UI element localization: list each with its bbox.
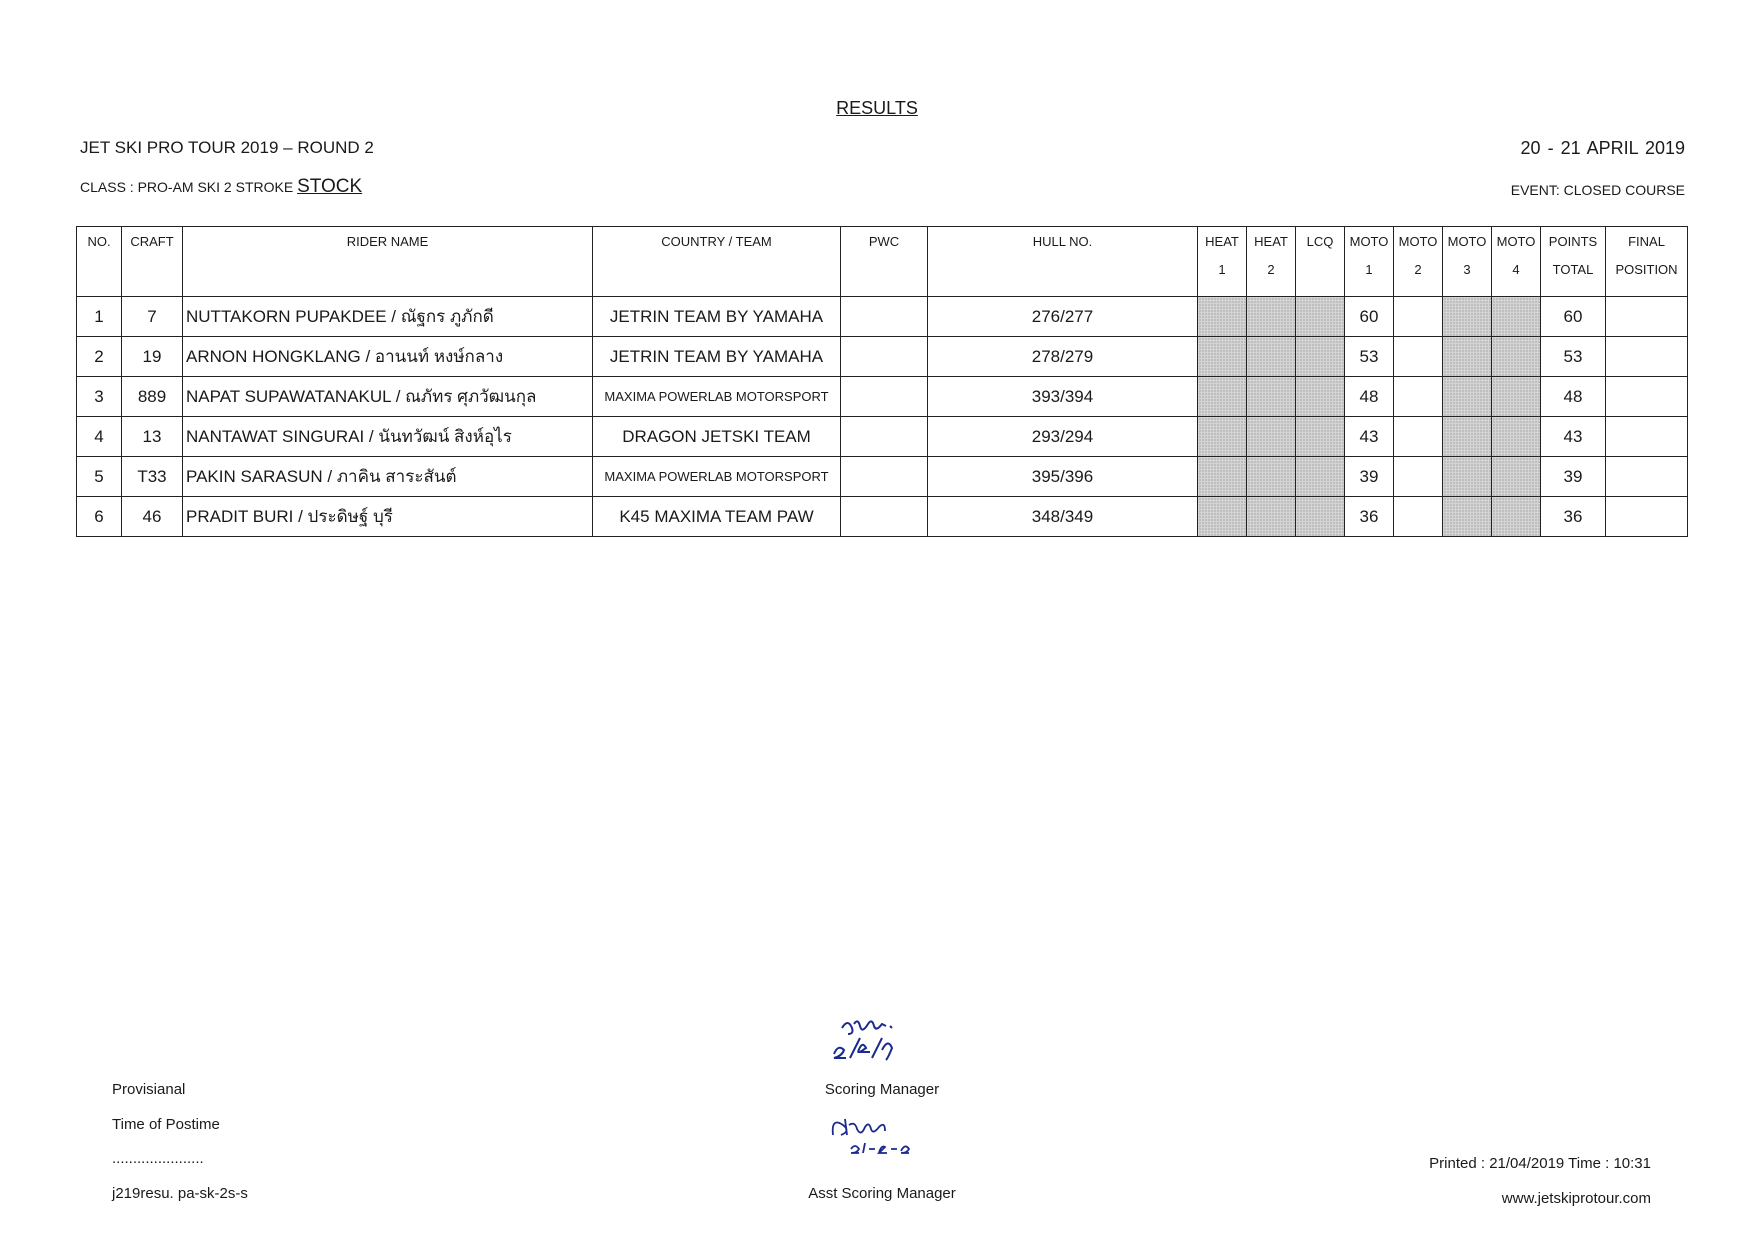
results-table	[76, 226, 1688, 537]
class-prefix: CLASS : PRO-AM SKI 2 STROKE	[80, 179, 294, 195]
team-cell: MAXIMA POWERLAB MOTORSPORT	[593, 377, 841, 417]
column-header-sublabel: 2	[1267, 262, 1275, 277]
final-position-cell	[1606, 497, 1688, 537]
column-header-sublabel: 1	[1218, 262, 1226, 277]
moto1-cell: 36	[1345, 497, 1394, 537]
column-header-sublabel: 2	[1414, 262, 1422, 277]
final-position-cell	[1606, 457, 1688, 497]
column-header-label: CRAFT	[130, 234, 174, 249]
position-cell: 5	[77, 457, 122, 497]
column-header-label: MOTO	[1349, 234, 1389, 249]
heat2-cell	[1247, 417, 1296, 457]
asst-scoring-manager-label: Asst Scoring Manager	[808, 1185, 956, 1202]
craft-number-cell: 13	[122, 417, 183, 457]
heat1-cell	[1198, 337, 1247, 377]
hull-number-cell: 393/394	[928, 377, 1198, 417]
event-name: JET SKI PRO TOUR 2019 – ROUND 2	[80, 138, 374, 157]
column-header	[1492, 227, 1541, 297]
table-row	[77, 417, 1688, 457]
final-position-cell	[1606, 377, 1688, 417]
moto2-cell	[1394, 497, 1443, 537]
column-header-sublabel: 1	[1365, 262, 1373, 277]
hull-number-cell: 395/396	[928, 457, 1198, 497]
moto4-cell	[1492, 497, 1541, 537]
position-cell: 1	[77, 297, 122, 337]
column-header-sublabel: TOTAL	[1552, 262, 1594, 277]
pwc-cell	[841, 337, 928, 377]
heat2-cell	[1247, 377, 1296, 417]
heat1-cell	[1198, 497, 1247, 537]
craft-number-cell: T33	[122, 457, 183, 497]
moto3-cell	[1443, 297, 1492, 337]
position-cell: 4	[77, 417, 122, 457]
column-header-label: HEAT	[1205, 234, 1239, 249]
column-header	[122, 227, 183, 297]
column-header	[1247, 227, 1296, 297]
column-header	[183, 227, 593, 297]
column-header	[1443, 227, 1492, 297]
column-header-label: HULL NO.	[1032, 234, 1093, 249]
column-header-label: NO.	[87, 234, 111, 249]
heat1-cell	[1198, 377, 1247, 417]
pwc-cell	[841, 457, 928, 497]
column-header	[841, 227, 928, 297]
class-type: STOCK	[297, 176, 363, 197]
moto1-cell: 43	[1345, 417, 1394, 457]
points-total-cell: 39	[1541, 457, 1606, 497]
column-header-label: PWC	[868, 234, 900, 249]
scoring-manager-label: Scoring Manager	[824, 1081, 940, 1098]
moto1-cell: 39	[1345, 457, 1394, 497]
moto4-cell	[1492, 337, 1541, 377]
heat1-cell	[1198, 457, 1247, 497]
moto2-cell	[1394, 457, 1443, 497]
column-header-sublabel: 3	[1463, 262, 1471, 277]
final-position-cell	[1606, 337, 1688, 377]
column-header-label: COUNTRY / TEAM	[661, 234, 772, 249]
column-header	[1345, 227, 1394, 297]
website-url: www.jetskiprotour.com	[1501, 1190, 1651, 1207]
hull-number-cell: 348/349	[928, 497, 1198, 537]
class-line	[80, 176, 362, 198]
column-header-sublabel: POSITION	[1615, 262, 1678, 277]
column-header	[593, 227, 841, 297]
final-position-cell	[1606, 417, 1688, 457]
asst-scoring-manager-signature	[825, 1105, 945, 1165]
moto3-cell	[1443, 377, 1492, 417]
heat2-cell	[1247, 457, 1296, 497]
points-total-cell: 36	[1541, 497, 1606, 537]
position-cell: 2	[77, 337, 122, 377]
column-header	[1296, 227, 1345, 297]
column-header-label: FINAL	[1628, 234, 1665, 249]
moto2-cell	[1394, 337, 1443, 377]
moto2-cell	[1394, 417, 1443, 457]
column-header	[1394, 227, 1443, 297]
rider-name-cell: PRADIT BURI / ประดิษฐ์ บุรี	[183, 497, 593, 537]
team-cell: MAXIMA POWERLAB MOTORSPORT	[593, 457, 841, 497]
lcq-cell	[1296, 297, 1345, 337]
column-header-label: HEAT	[1254, 234, 1288, 249]
hull-number-cell: 276/277	[928, 297, 1198, 337]
rider-name-cell: ARNON HONGKLANG / อานนท์ หงษ์กลาง	[183, 337, 593, 377]
lcq-cell	[1296, 417, 1345, 457]
moto3-cell	[1443, 417, 1492, 457]
table-header-row	[77, 227, 1688, 297]
column-header-sublabel: 4	[1512, 262, 1520, 277]
points-total-cell: 53	[1541, 337, 1606, 377]
provisional-label: Provisianal	[112, 1081, 186, 1098]
team-cell: JETRIN TEAM BY YAMAHA	[593, 337, 841, 377]
table-body	[77, 297, 1688, 537]
rider-name-cell: NANTAWAT SINGURAI / นันทวัฒน์ สิงห์อุไร	[183, 417, 593, 457]
rider-name-cell: NUTTAKORN PUPAKDEE / ณัฐกร ภูภักดี	[183, 297, 593, 337]
event-type: EVENT: CLOSED COURSE	[1510, 182, 1685, 198]
column-header	[928, 227, 1198, 297]
lcq-cell	[1296, 337, 1345, 377]
event-date: 20 - 21 APRIL 2019	[1520, 138, 1685, 158]
team-cell: JETRIN TEAM BY YAMAHA	[593, 297, 841, 337]
craft-number-cell: 19	[122, 337, 183, 377]
moto2-cell	[1394, 297, 1443, 337]
craft-number-cell: 889	[122, 377, 183, 417]
points-total-cell: 60	[1541, 297, 1606, 337]
heat1-cell	[1198, 297, 1247, 337]
table-row	[77, 457, 1688, 497]
moto1-cell: 60	[1345, 297, 1394, 337]
pwc-cell	[841, 297, 928, 337]
column-header-label: POINTS	[1548, 234, 1598, 249]
team-cell: DRAGON JETSKI TEAM	[593, 417, 841, 457]
column-header	[1606, 227, 1688, 297]
position-cell: 6	[77, 497, 122, 537]
hull-number-cell: 293/294	[928, 417, 1198, 457]
column-header-label: LCQ	[1306, 234, 1334, 249]
rider-name-cell: NAPAT SUPAWATANAKUL / ณภัทร ศุภวัฒนกุล	[183, 377, 593, 417]
hull-number-cell: 278/279	[928, 337, 1198, 377]
points-total-cell: 43	[1541, 417, 1606, 457]
pwc-cell	[841, 497, 928, 537]
craft-number-cell: 7	[122, 297, 183, 337]
column-header	[1541, 227, 1606, 297]
moto3-cell	[1443, 337, 1492, 377]
table-row	[77, 377, 1688, 417]
pwc-cell	[841, 377, 928, 417]
page-title: RESULTS	[836, 98, 918, 118]
moto1-cell: 53	[1345, 337, 1394, 377]
position-cell: 3	[77, 377, 122, 417]
lcq-cell	[1296, 497, 1345, 537]
pwc-cell	[841, 417, 928, 457]
time-of-postime-blank: ......................	[112, 1150, 204, 1167]
points-total-cell: 48	[1541, 377, 1606, 417]
moto4-cell	[1492, 297, 1541, 337]
moto1-cell: 48	[1345, 377, 1394, 417]
column-header-label: MOTO	[1447, 234, 1487, 249]
moto4-cell	[1492, 377, 1541, 417]
column-header-label: MOTO	[1398, 234, 1438, 249]
file-code: j219resu. pa-sk-2s-s	[112, 1185, 248, 1202]
table-row	[77, 297, 1688, 337]
final-position-cell	[1606, 297, 1688, 337]
heat2-cell	[1247, 497, 1296, 537]
lcq-cell	[1296, 377, 1345, 417]
moto4-cell	[1492, 417, 1541, 457]
moto4-cell	[1492, 457, 1541, 497]
team-cell: K45 MAXIMA TEAM PAW	[593, 497, 841, 537]
column-header	[1198, 227, 1247, 297]
moto3-cell	[1443, 497, 1492, 537]
lcq-cell	[1296, 457, 1345, 497]
printed-timestamp: Printed : 21/04/2019 Time : 10:31	[1429, 1155, 1651, 1172]
column-header	[77, 227, 122, 297]
moto2-cell	[1394, 377, 1443, 417]
moto3-cell	[1443, 457, 1492, 497]
time-of-postime-label: Time of Postime	[112, 1116, 220, 1133]
rider-name-cell: PAKIN SARASUN / ภาคิน สาระสันต์	[183, 457, 593, 497]
craft-number-cell: 46	[122, 497, 183, 537]
scoring-manager-signature	[820, 1010, 940, 1070]
heat2-cell	[1247, 337, 1296, 377]
table-row	[77, 337, 1688, 377]
column-header-label: RIDER NAME	[346, 234, 429, 249]
heat1-cell	[1198, 417, 1247, 457]
table-row	[77, 497, 1688, 537]
column-header-label: MOTO	[1496, 234, 1536, 249]
heat2-cell	[1247, 297, 1296, 337]
